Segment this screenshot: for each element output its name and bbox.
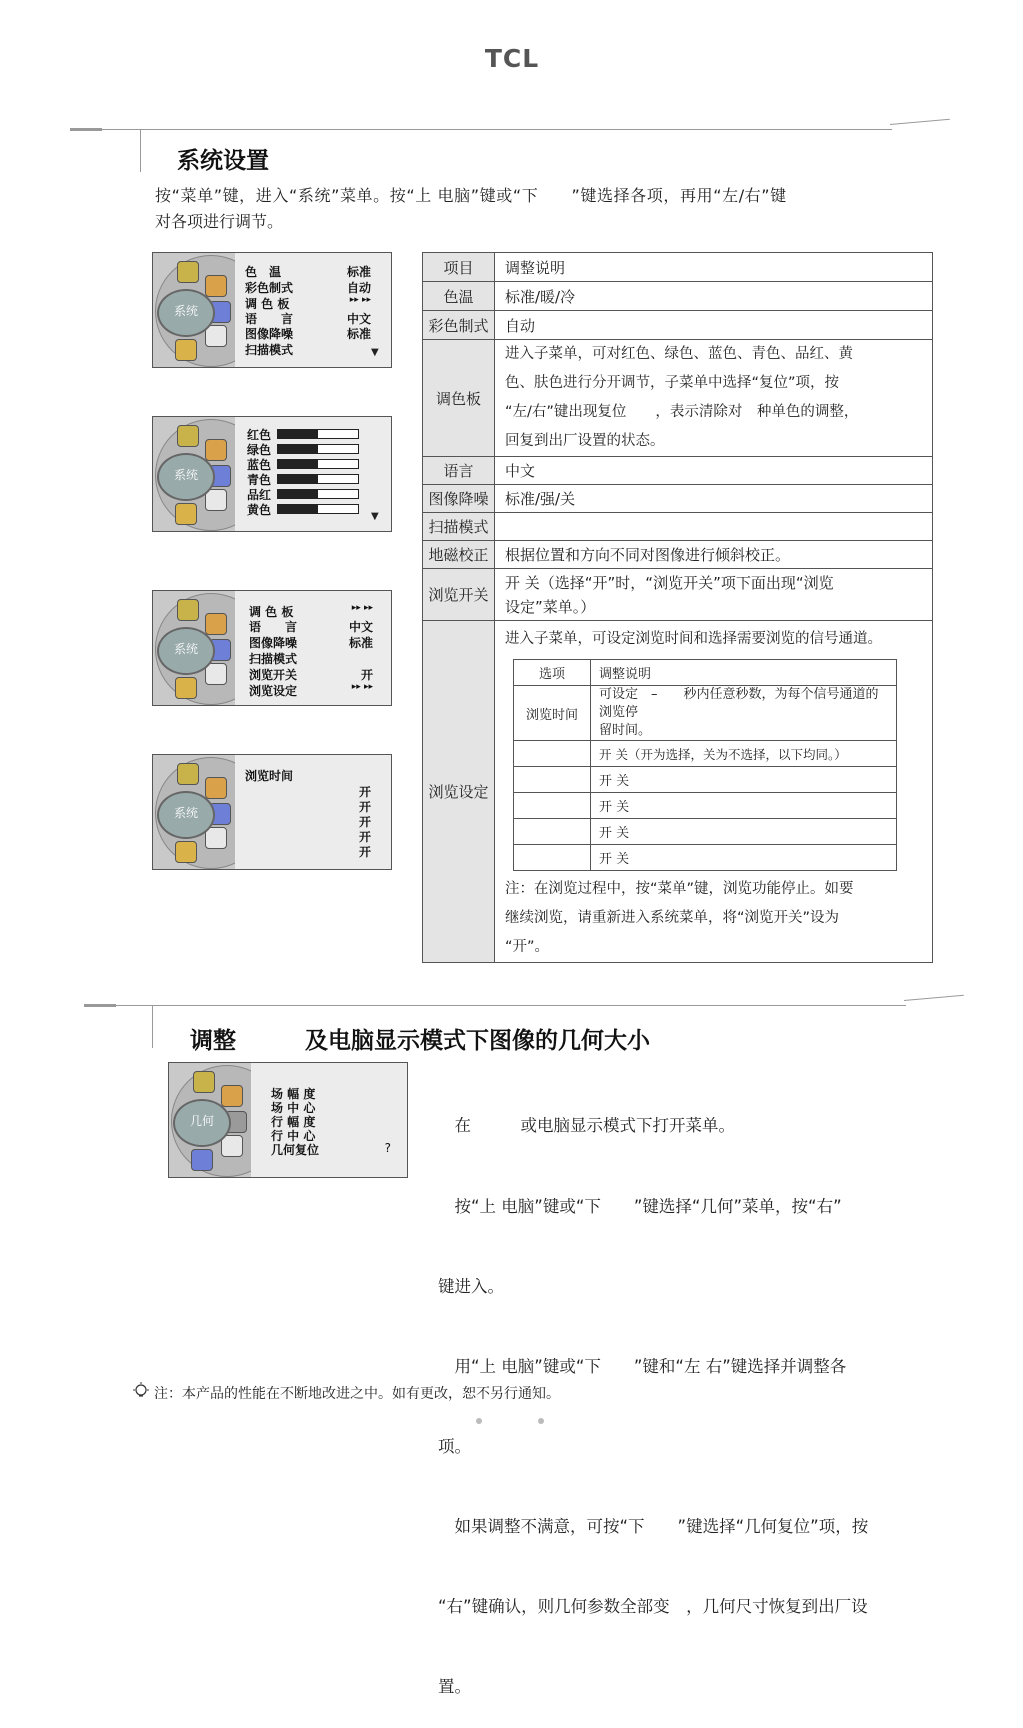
- footer-note: 注：本产品的性能在不断地改进之中。如有更改，恕不另行通知。: [154, 1386, 560, 1402]
- table-row: [423, 621, 933, 963]
- menu-item-label: 语 言: [249, 620, 298, 634]
- settings-table: [422, 252, 933, 963]
- color-label: 绿色: [247, 443, 272, 457]
- menu-item-label: 扫描模式: [245, 343, 294, 357]
- table-row: [514, 767, 897, 793]
- sub-header-option: 选项: [514, 660, 591, 686]
- para-line: 键进入。: [438, 1276, 504, 1296]
- menu-item-value: 开: [358, 830, 371, 844]
- section-marker: [140, 130, 141, 172]
- sub-value: 开 关: [591, 793, 897, 819]
- table-row: [423, 569, 933, 621]
- table-value: [495, 513, 933, 541]
- desc-line: 色、肤色进行分开调节，子菜单中选择“复位”项，按: [505, 375, 840, 391]
- lightbulb-icon: [132, 1382, 150, 1400]
- scroll-down-icon: ▼: [371, 347, 379, 358]
- menu-item-value: 开: [358, 785, 371, 799]
- menu-item-value: ▸▸ ▸▸: [351, 682, 373, 692]
- desc-line: 可设定 – 秒内任意秒数，为每个信号通道的浏览停: [599, 687, 879, 720]
- para-line: 用“上 电脑”键或“下 ”键和“左 右”键选择并调整各: [438, 1356, 847, 1376]
- desc-line: 留时间。: [599, 723, 652, 738]
- table-key: 地磁校正: [423, 541, 495, 569]
- color-bar: [277, 429, 359, 439]
- tools-icon: [175, 841, 197, 863]
- table-value: [495, 569, 933, 621]
- section-rule-slant: [904, 995, 964, 1001]
- scroll-down-icon: ▼: [371, 511, 379, 522]
- note-line: “开”。: [505, 939, 550, 955]
- para-line: “右”键确认，则几何参数全部变 ，几何尺寸恢复到出厂设: [438, 1597, 868, 1617]
- section-rule: [102, 129, 892, 130]
- tools-icon: [191, 1149, 213, 1171]
- table-row: [423, 340, 933, 457]
- tv-icon: [177, 599, 199, 621]
- section-rule-slant: [890, 119, 950, 125]
- note-line: 继续浏览，请重新进入系统菜单，将“浏览开关”设为: [505, 910, 840, 926]
- desc-line: 设定”菜单。）: [505, 597, 596, 616]
- table-value: 中文: [495, 457, 933, 485]
- table-value: [495, 621, 933, 963]
- color-bar: [277, 489, 359, 499]
- gear-icon: [205, 777, 227, 799]
- desc-line: 进入子菜单，可对红色、绿色、蓝色、青色、品红、黄: [505, 346, 853, 362]
- para-line: 按“上 电脑”键或“下 ”键选择“几何”菜单，按“右”: [438, 1196, 842, 1216]
- browse-subtable: [513, 659, 897, 871]
- gear-icon: [205, 439, 227, 461]
- table-key: 扫描模式: [423, 513, 495, 541]
- color-label: 蓝色: [247, 458, 272, 472]
- menu-item-label: 图像降噪: [249, 636, 298, 650]
- table-row: [423, 311, 933, 340]
- table-row: [514, 793, 897, 819]
- sub-value: 开 关（开为选择，关为不选择，以下均同。）: [591, 741, 897, 767]
- section-rule-left: [70, 128, 102, 131]
- menu-item-label: 色 温: [245, 265, 282, 279]
- menu-item-label: 行 中 心: [271, 1129, 316, 1143]
- gear-icon: [221, 1085, 243, 1107]
- menu-item-label: 彩色制式: [245, 281, 294, 295]
- para-line: 项。: [438, 1436, 471, 1456]
- note-line: 注：在浏览过程中，按“菜单”键，浏览功能停止。如要: [505, 881, 854, 897]
- table-row: [514, 686, 897, 741]
- menu-item-value: 中文: [346, 312, 371, 326]
- color-bar: [277, 444, 359, 454]
- tv-icon: [177, 261, 199, 283]
- table-row: [423, 253, 933, 282]
- geometry-menu-screenshot: [168, 1062, 408, 1178]
- sub-value: 开 关: [591, 845, 897, 871]
- table-value: 标准/强/关: [495, 485, 933, 513]
- menu-hub: 系统: [157, 627, 215, 675]
- menu-item-value: 标准: [348, 636, 373, 650]
- menu-hub: 几何: [173, 1099, 231, 1147]
- sub-value: 开 关: [591, 819, 897, 845]
- tools-icon: [175, 339, 197, 361]
- table-value: 自动: [495, 311, 933, 340]
- menu-item-label: 几何复位: [271, 1143, 320, 1157]
- tools-icon: [175, 503, 197, 525]
- table-header-item: 项目: [423, 253, 495, 282]
- tv-icon: [193, 1071, 215, 1093]
- menu-item-label: 浏览开关: [249, 668, 298, 682]
- color-bar: [277, 504, 359, 514]
- browse-menu-screenshot: [152, 590, 392, 706]
- desc-line: 进入子菜单，可设定浏览时间和选择需要浏览的信号通道。: [505, 631, 882, 647]
- system-menu-screenshot: [152, 252, 392, 368]
- menu-hub: 系统: [157, 791, 215, 839]
- menu-item-value: ▸▸ ▸▸: [349, 295, 371, 305]
- para-line: 置。: [438, 1677, 471, 1697]
- table-key: 彩色制式: [423, 311, 495, 340]
- color-label: 品红: [247, 488, 272, 502]
- table-row: [423, 282, 933, 311]
- color-label: 黄色: [247, 503, 272, 517]
- color-label: 青色: [247, 473, 272, 487]
- menu-item-label: 图像降噪: [245, 327, 294, 341]
- table-key: 浏览设定: [423, 621, 495, 963]
- menu-item-label: 调 色 板: [249, 605, 294, 619]
- menu-item-label: 调 色 板: [245, 297, 290, 311]
- color-label: 红色: [247, 428, 272, 442]
- browse-time-menu-screenshot: [152, 754, 392, 870]
- table-value: 根据位置和方向不同对图像进行倾斜校正。: [495, 541, 933, 569]
- menu-hub: 系统: [157, 453, 215, 501]
- table-key: 浏览开关: [423, 569, 495, 621]
- table-row: [423, 457, 933, 485]
- sub-key: 浏览时间: [514, 686, 591, 741]
- menu-item-value: 自动: [346, 281, 371, 295]
- table-header-desc: 调整说明: [495, 253, 933, 282]
- section-rule: [116, 1005, 906, 1006]
- menu-item-value: 开: [358, 815, 371, 829]
- menu-item-value: 开: [358, 800, 371, 814]
- tv-icon: [177, 763, 199, 785]
- para-line: 如果调整不满意，可按“下 ”键选择“几何复位”项，按: [438, 1516, 869, 1536]
- menu-item-value: 标准: [346, 265, 371, 279]
- sub-value: 开 关: [591, 767, 897, 793]
- table-row: [514, 819, 897, 845]
- page-dot: [476, 1418, 482, 1424]
- menu-item-value: 中文: [348, 620, 373, 634]
- menu-item-value: 开: [358, 845, 371, 859]
- table-value: 标准/暖/冷: [495, 282, 933, 311]
- table-row: [423, 513, 933, 541]
- menu-item-value: ?: [384, 1141, 391, 1155]
- intro-line-1: 按“菜单”键，进入“系统”菜单。按“上 电脑”键或“下 ”键选择各项，再用“左/右”键: [155, 186, 787, 205]
- sub-value: [591, 686, 897, 741]
- tv-icon: [177, 425, 199, 447]
- table-row: [423, 541, 933, 569]
- menu-item-label: 扫描模式: [249, 652, 298, 666]
- desc-line: “左/右”键出现复位 ，表示清除对 种单色的调整，: [505, 404, 859, 420]
- table-value: [495, 340, 933, 457]
- menu-item-label: 行 幅 度: [271, 1115, 316, 1129]
- menu-item-label: 语 言: [245, 312, 294, 326]
- menu-item-value: 开: [360, 668, 373, 682]
- table-key: 语言: [423, 457, 495, 485]
- table-key: 色温: [423, 282, 495, 311]
- menu-item-label: 浏览设定: [249, 684, 298, 698]
- menu-item-label: 场 幅 度: [271, 1087, 316, 1101]
- tools-icon: [175, 677, 197, 699]
- section-rule-left: [84, 1004, 116, 1007]
- menu-hub: 系统: [157, 289, 215, 337]
- gear-icon: [205, 275, 227, 297]
- table-row: [514, 845, 897, 871]
- section-marker: [152, 1006, 153, 1048]
- color-bar: [277, 459, 359, 469]
- palette-menu-screenshot: [152, 416, 392, 532]
- menu-item-label: 场 中 心: [271, 1101, 316, 1115]
- para-line: 在 或电脑显示模式下打开菜单。: [438, 1116, 735, 1136]
- menu-item-value: 标准: [346, 327, 371, 341]
- menu-item-label: 浏览时间: [245, 769, 294, 783]
- color-bar: [277, 474, 359, 484]
- intro-line-2: 对各项进行调节。: [155, 212, 284, 231]
- desc-line: 回复到出厂设置的状态。: [505, 433, 665, 449]
- table-row: [514, 660, 897, 686]
- browse-note: [505, 875, 922, 962]
- page-dot: [538, 1418, 544, 1424]
- table-row: [423, 485, 933, 513]
- table-key: 调色板: [423, 340, 495, 457]
- table-key: 图像降噪: [423, 485, 495, 513]
- section-title: 系统设置: [177, 148, 269, 174]
- section-title: 调整 及电脑显示模式下图像的几何大小: [190, 1028, 650, 1054]
- gear-icon: [205, 613, 227, 635]
- table-row: [514, 741, 897, 767]
- menu-item-value: ▸▸ ▸▸: [351, 603, 373, 613]
- brand-logo: TCL: [484, 44, 540, 73]
- sub-header-desc: 调整说明: [591, 660, 897, 686]
- desc-line: 开 关（选择“开”时，“浏览开关”项下面出现“浏览: [505, 573, 834, 592]
